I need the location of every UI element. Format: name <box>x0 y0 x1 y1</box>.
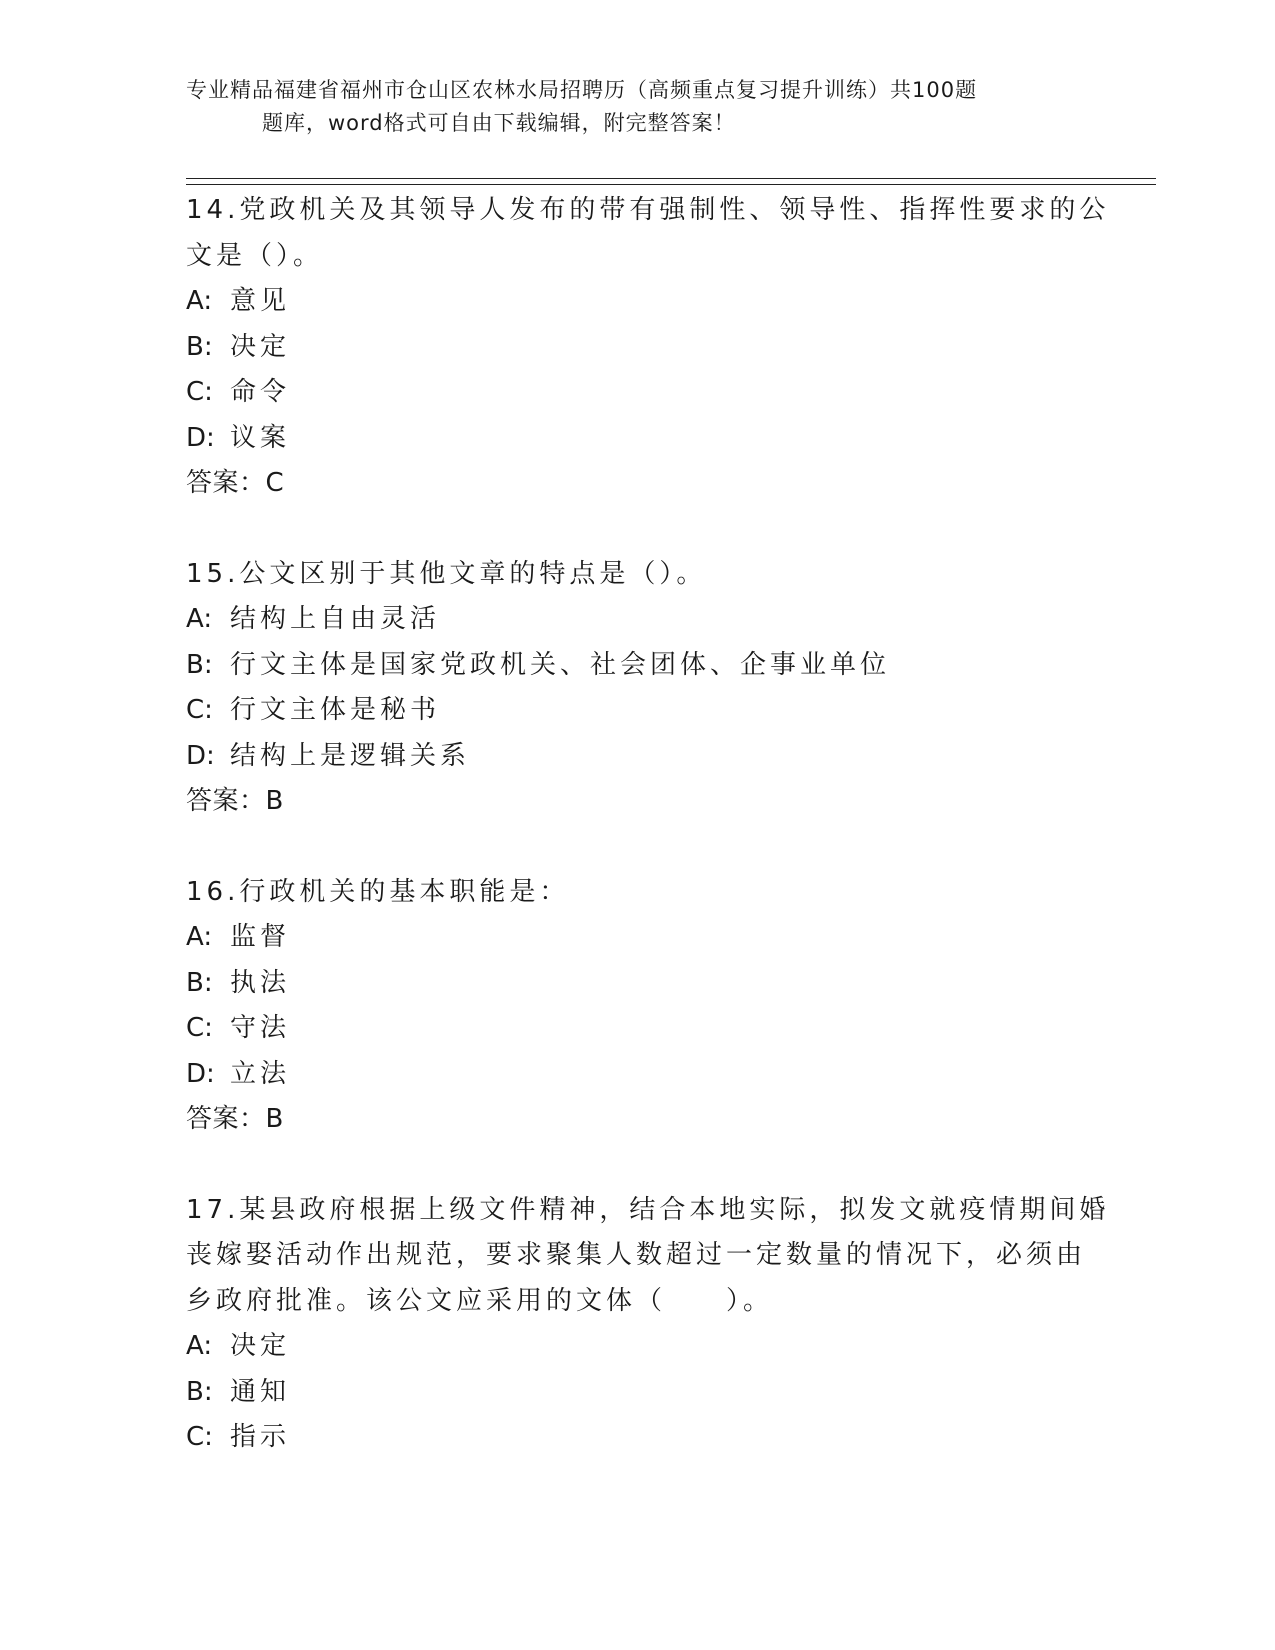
header-divider-top <box>186 178 1156 179</box>
option-label: A: <box>186 286 213 316</box>
option-label: A: <box>186 1331 213 1361</box>
option-label: C: <box>186 1013 213 1043</box>
option-text: 执法 <box>230 967 291 998</box>
question-text-line: 文是（）。 <box>186 240 324 271</box>
option-label: B: <box>186 649 213 680</box>
option-text: 命令 <box>230 377 291 407</box>
option-b <box>186 1370 1086 1416</box>
question-17 <box>186 1188 1110 1461</box>
answer-line: 答案：B <box>186 1104 284 1134</box>
option-text: 议案 <box>230 422 291 453</box>
option-label: A: <box>186 604 213 634</box>
option-a <box>186 915 1086 961</box>
option-text: 行文主体是秘书 <box>230 695 441 725</box>
question-list <box>186 188 1110 1461</box>
question-spacer <box>186 825 1086 870</box>
option-c <box>186 1415 1086 1461</box>
option-text: 行文主体是国家党政机关、社会团体、企事业单位 <box>230 649 891 680</box>
option-text: 决定 <box>230 1331 291 1361</box>
option-c <box>186 1006 1086 1052</box>
question-text-line: 17.某县政府根据上级文件精神，结合本地实际，拟发文就疫情期间婚 <box>186 1194 1110 1225</box>
option-label: A: <box>186 922 213 952</box>
option-label: C: <box>186 1422 213 1452</box>
document-header <box>186 74 1086 140</box>
option-a <box>186 279 1086 325</box>
question-text-line: 丧嫁娶活动作出规范，要求聚集人数超过一定数量的情况下，必须由 <box>186 1240 1087 1270</box>
header-title-line-1: 专业精品福建省福州市仓山区农林水局招聘历（高频重点复习提升训练）共100题 <box>186 78 978 102</box>
question-text-line: 14.党政机关及其领导人发布的带有强制性、领导性、指挥性要求的公 <box>186 195 1110 225</box>
question-text-line: 16.行政机关的基本职能是： <box>186 876 570 907</box>
option-b <box>186 325 1086 371</box>
question-spacer <box>186 507 1086 552</box>
option-label: C: <box>186 377 213 407</box>
question-text-line: 15.公文区别于其他文章的特点是（）。 <box>186 558 707 589</box>
option-text: 通知 <box>230 1376 291 1407</box>
option-d <box>186 416 1086 462</box>
option-c <box>186 370 1086 416</box>
option-label: D: <box>186 422 215 453</box>
option-c <box>186 688 1086 734</box>
question-text-line: 乡政府批准。该公文应采用的文体（ ）。 <box>186 1285 774 1316</box>
option-text: 结构上自由灵活 <box>230 604 441 634</box>
question-14 <box>186 188 1110 507</box>
option-b <box>186 643 1086 689</box>
option-a <box>186 597 1086 643</box>
option-b <box>186 961 1086 1007</box>
question-16 <box>186 870 1086 1143</box>
option-label: B: <box>186 967 213 998</box>
option-text: 意见 <box>230 286 291 316</box>
header-divider-bottom <box>186 184 1156 185</box>
option-label: D: <box>186 740 215 771</box>
option-a <box>186 1324 1086 1370</box>
option-d <box>186 1052 1086 1098</box>
option-text: 结构上是逻辑关系 <box>230 740 471 771</box>
answer-line: 答案：C <box>186 468 285 498</box>
option-text: 立法 <box>230 1058 291 1089</box>
option-label: B: <box>186 331 213 362</box>
option-text: 守法 <box>230 1013 291 1043</box>
option-d <box>186 734 1086 780</box>
option-text: 指示 <box>230 1422 291 1452</box>
option-text: 监督 <box>230 922 291 952</box>
option-label: D: <box>186 1058 215 1089</box>
question-spacer <box>186 1143 1086 1188</box>
answer-line: 答案：B <box>186 786 284 816</box>
option-text: 决定 <box>230 331 291 362</box>
option-label: B: <box>186 1376 213 1407</box>
option-label: C: <box>186 695 213 725</box>
question-15 <box>186 552 1086 825</box>
header-title-line-2: 题库，word格式可自由下载编辑，附完整答案！ <box>262 111 736 135</box>
